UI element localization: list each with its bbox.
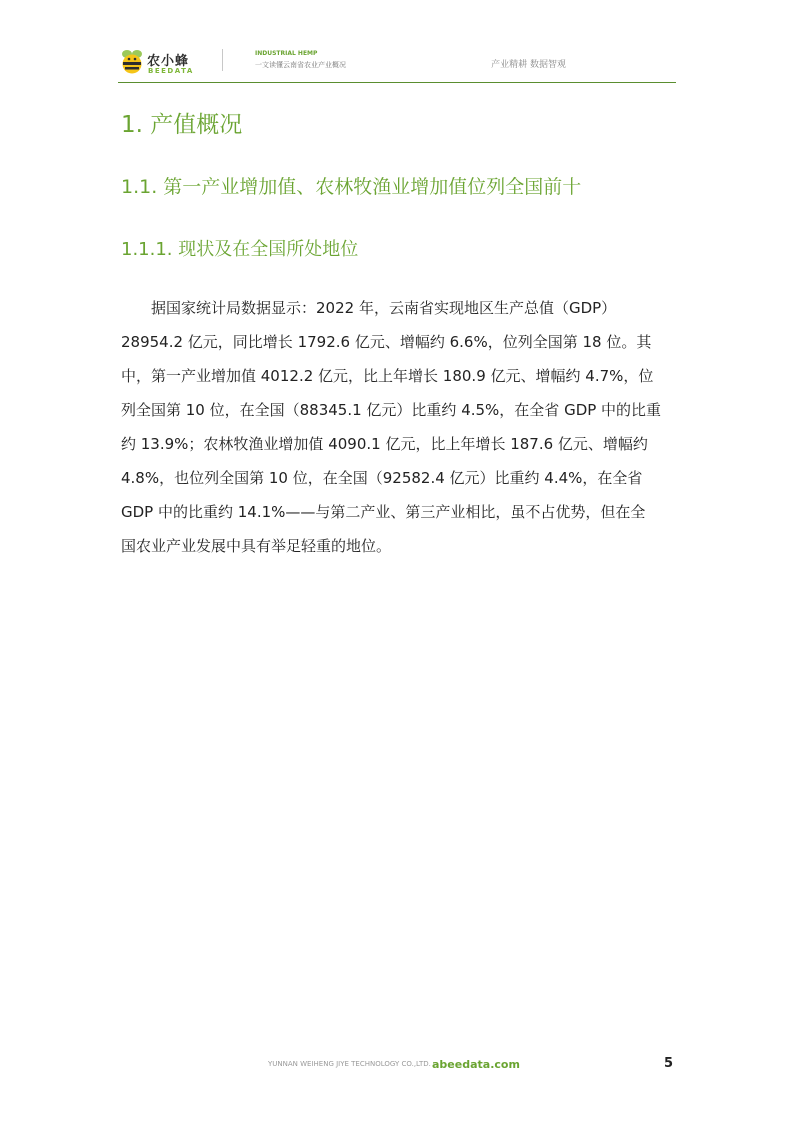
beedata-logo [118,46,218,82]
header-slogan: 产业精耕 数据智观 [491,60,566,70]
logo-subtext: BEEDATA [148,67,194,75]
bee-icon [120,49,144,75]
body-paragraph [121,291,673,563]
page-number: 5 [664,1056,674,1071]
paragraph-line: 中，第一产业增加值 4012.2 亿元，比上年增长 180.9 亿元、增幅约 4.7%，位 [121,367,654,385]
header-topic-en: INDUSTRIAL HEMP [255,50,318,57]
page-header [118,44,676,86]
section-heading-2: 1.1. 第一产业增加值、农林牧渔业增加值位列全国前十 [121,176,582,198]
logo-text: 农小蜂 [147,54,190,69]
paragraph-line: 据国家统计局数据显示：2022 年，云南省实现地区生产总值（GDP） [151,299,617,317]
section-heading-1: 1. 产值概况 [121,112,243,138]
paragraph-line: GDP 中的比重约 14.1%——与第二产业、第三产业相比，虽不占优势，但在全 [121,503,646,521]
paragraph-line: 约 13.9%；农林牧渔业增加值 4090.1 亿元，比上年增长 187.6 亿元、增幅约 [121,435,648,453]
paragraph-line: 列全国第 10 位，在全国（88345.1 亿元）比重约 4.5%，在全省 GDP 中的比重 [121,401,662,419]
footer-company: YUNNAN WEIHENG JIYE TECHNOLOGY CO.,LTD. [268,1060,431,1068]
header-rule [118,82,676,83]
section-heading-3: 1.1.1. 现状及在全国所处地位 [121,239,359,260]
header-topic-cn: 一文读懂云南省农业产业概况 [255,61,346,69]
header-divider [222,49,223,71]
paragraph-line: 国农业产业发展中具有举足轻重的地位。 [121,537,392,555]
paragraph-line: 4.8%，也位列全国第 10 位，在全国（92582.4 亿元）比重约 4.4%，在全省 [121,469,643,487]
footer-url-link[interactable]: abeedata.com [432,1058,520,1071]
paragraph-line: 28954.2 亿元，同比增长 1792.6 亿元、增幅约 6.6%，位列全国第 18 位。其 [121,333,652,351]
